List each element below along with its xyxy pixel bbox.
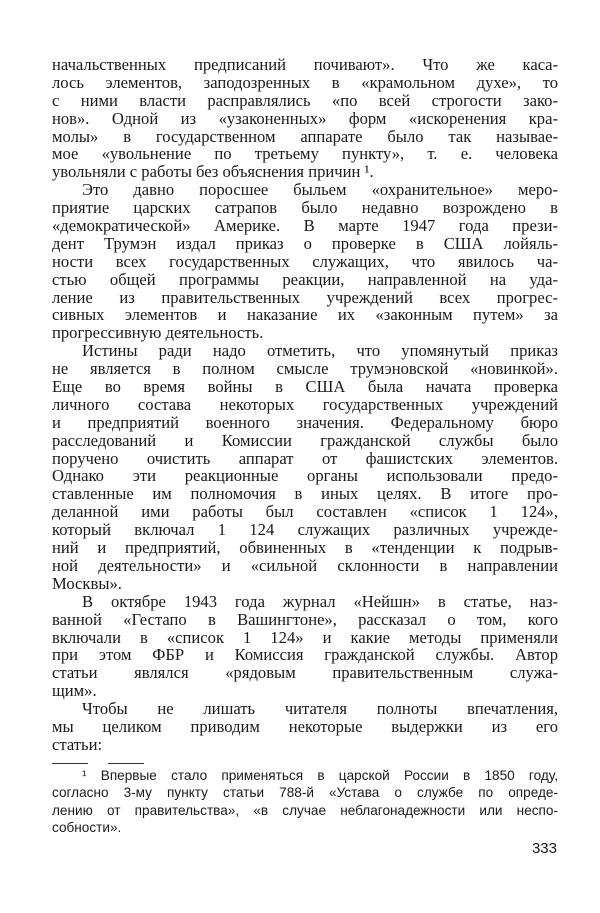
text-line: сивных элементов и наказание их «законным путем» за [52, 305, 558, 325]
text-line: Истины ради надо отметить, что упомянутый приказ [82, 341, 558, 361]
text-line: «демократической» Америке. В марте 1947 года прези- [52, 216, 558, 236]
text-line: Москвы». [52, 573, 122, 593]
text-line: поручено очистить аппарат от фашистских элементов. [52, 448, 558, 468]
text-line: молы» в государственном аппарате было так называе- [52, 126, 558, 146]
body-text [52, 56, 558, 754]
text-line: начальственных предписаний почивают». Что же касa- [52, 55, 558, 74]
text-line: приятие царских сатрапов было недавно возрождено в [52, 198, 558, 218]
text-line: щим». [52, 681, 97, 701]
text-line: расследований и Комиссии гражданской службы было [52, 430, 558, 450]
text-line: ности всех государственных служащих, что явилось ча- [52, 251, 558, 271]
text-line: с ними власти расправлялись «по всей строгости зако- [52, 90, 558, 110]
footnote-line: собности». [52, 820, 122, 836]
text-line: который включал 1 124 служащих различных учрежде- [52, 520, 558, 540]
text-line: личного состава некоторых государственных учреждений [52, 394, 558, 414]
text-line: увольняли с работы без объяснения причин ¹. [52, 162, 374, 182]
text-line: нов». Одной из «узаконенных» форм «искоренения кра- [52, 108, 558, 128]
text-line: ставленные им полномочия в иных целях. В итоге про- [52, 484, 558, 504]
text-line: стью общей программы реакции, направленной на уда- [52, 269, 558, 289]
text-line: прогрессивную деятельность. [52, 323, 264, 343]
footnote-line: согласно 3-му пункту статьи 788-й «Устава о службе по опреде- [52, 785, 558, 801]
text-line: мое «увольнение по третьему пункту», т. е. человека [52, 144, 558, 164]
text-line: деланной ими работы был составлен «список 1 124», [52, 502, 558, 522]
footnote-line: лению от правительства», «в случае неблагонадежности или неспо- [52, 802, 558, 818]
text-line: статьи являлся «рядовым правительственным служа- [52, 663, 558, 683]
text-line: лось элементов, заподозренных в «крамольном духе», то [52, 72, 558, 92]
text-line: дент Трумэн издал приказ о проверке в США лойяль- [52, 233, 558, 253]
text-line: включали в «список 1 124» и какие методы применяли [52, 627, 558, 647]
text-line: мы целиком приводим некоторые выдержки из его [52, 716, 558, 736]
text-line: не является в полном смысле трумэновской «новинкой». [52, 359, 558, 379]
footnote [52, 767, 558, 837]
text-line: Еще во время войны в США была начата проверка [52, 377, 558, 397]
page-number: 333 [531, 840, 557, 857]
text-line: при этом ФБР и Комиссия гражданской службы. Автор [52, 645, 558, 665]
text-line: и предприятий военного значения. Федеральному бюро [52, 412, 558, 432]
text-line: Это давно поросшее быльем «охранительное» меро- [82, 180, 558, 200]
text-line: ной деятельности» и «сильной склонности в направлении [52, 555, 558, 575]
footnote-line: ¹ Впервые стало применяться в царской России в 1850 году, [82, 768, 558, 783]
text-line: ванной «Гестапо в Вашингтоне», рассказал о том, кого [52, 609, 558, 629]
text-line: В октябре 1943 года журнал «Нейшн» в статье, наз- [82, 591, 558, 611]
text-line: ление из правительственных учреждений всех прогрес- [52, 287, 558, 307]
text-line: Однако эти реакционные органы использовали предо- [52, 466, 558, 486]
text-line: статьи: [52, 734, 103, 754]
text-line: ний и предприятий, обвиненных в «тенденции к подрыв- [52, 538, 558, 558]
text-line: Чтобы не лишать читателя полноты впечатления, [82, 699, 558, 719]
